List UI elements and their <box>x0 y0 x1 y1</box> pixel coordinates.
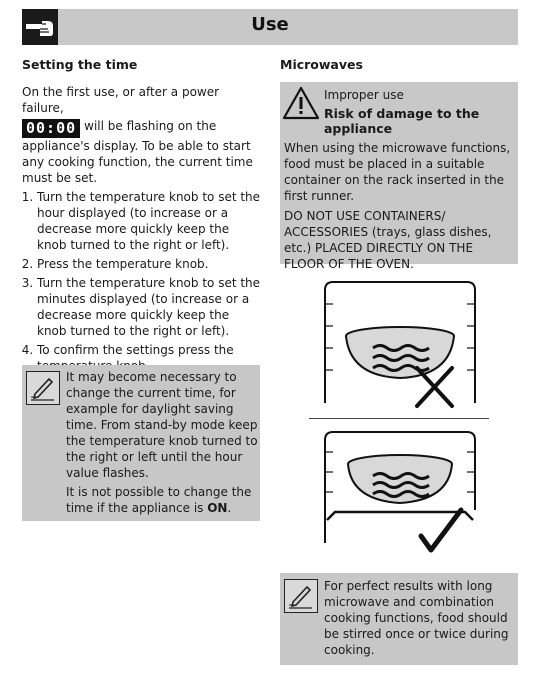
intro-paragraph <box>22 118 262 186</box>
note-text: For perfect results with long microwave and combination cooking functions, food should be stirred once or twice during cooking. <box>324 579 509 657</box>
list-item: 3. Turn the temperature knob to set the minutes displayed (to increase or a decrease more quickly keep the knob turned to the right or left). <box>37 275 262 339</box>
list-item: 4. To confirm the settings press the <box>37 342 262 374</box>
warning-box <box>280 82 518 271</box>
pencil-note-icon <box>284 579 318 613</box>
correct-placement-illustration <box>305 428 495 562</box>
time-note-box <box>22 365 260 521</box>
note-text-2: It is not possible to change the time if the appliance is ON. <box>66 485 252 515</box>
setting-time-heading: Setting the time <box>22 57 138 72</box>
on-label: ON <box>207 501 228 515</box>
setting-time-section <box>22 57 262 377</box>
list-item: 1. Turn the temperature knob to set the hour displayed (to increase or a decrease more quickly keep the knob turned to the right or left). <box>37 189 262 253</box>
note-text: It may become necessary to change the current time, for example for daylight saving time. From stand-by mode keep the temperature knob turned to the right or left until the hour value flashes. <box>66 370 258 480</box>
warning-body <box>284 140 516 276</box>
warning-triangle-icon <box>282 86 320 124</box>
warning-subtitle: Risk of damage to the appliance <box>324 106 480 136</box>
microwave-note-box <box>280 573 518 665</box>
list-item: 2. Press the temperature knob. <box>37 256 262 272</box>
steps-list <box>22 189 262 374</box>
microwaves-section <box>280 57 518 84</box>
warning-title: Improper use <box>324 88 404 102</box>
divider <box>309 418 489 419</box>
warning-caps-text: DO NOT USE CONTAINERS/ ACCESSORIES (trays, glass dishes, etc.) PLACED DIRECTLY ON THE FLOOR OF THE OVEN. <box>284 209 492 271</box>
pencil-note-icon <box>26 371 60 405</box>
microwaves-heading: Microwaves <box>280 57 363 72</box>
intro-text: will be flashing on the appliance's display. To be able to start any cooking function, the current time must be set. <box>22 119 253 185</box>
clock-display: 00:00 <box>22 119 80 138</box>
incorrect-placement-illustration <box>305 278 495 417</box>
page-title: Use <box>251 14 289 35</box>
section-header <box>22 9 518 45</box>
intro-line1: On the first use, or after a power failure, <box>22 85 220 115</box>
warning-text: When using the microwave functions, food must be placed in a suitable container on the rack inserted in the first runner. <box>284 141 511 203</box>
